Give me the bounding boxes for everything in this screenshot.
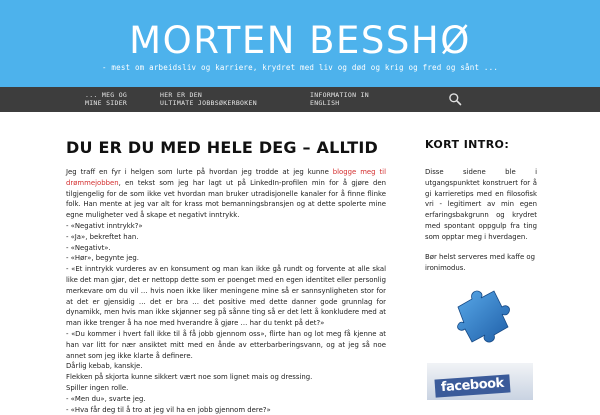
post-title[interactable]: DU ER DU MED HELE DEG – ALLTID [66, 138, 378, 157]
post-line: - «Hør», begynte jeg. [66, 254, 140, 263]
sidebar-title: KORT INTRO: [425, 138, 510, 151]
post-line: - «Et inntrykk vurderes av en konsument og man kan ikke gå rundt og forvente at alle skal like det man gjør, det er nettopp dette som er poenget med en egen identitet eller personlig merkevare om du vil … hvis noen ikke liker meningene mine så er sannsynligheten stor for at det er gjensidig … det er bra … det positive med dette danner gode grunnlag for dynamikk, men hvis man ikke skjønner seg på sånne ting så er det lett å konkludere med at man ikke trenger å ha noe med hverandre å gjøre … har du tenkt på det?» [66, 265, 386, 328]
post-line: - «Negativt inntrykk?» [66, 221, 143, 230]
post-line: Dårlig kebab, kanskje. [66, 362, 143, 371]
nav-item-line: ENGLISH [310, 98, 340, 107]
post-line: - «Hva får deg til å tro at jeg vil ha en jobb gjennom dere?» [66, 405, 271, 414]
post-line: - «Men du», svarte jeg. [66, 394, 146, 403]
post-line: Flekken på skjorta kunne sikkert vært noe som lignet mais og dressing. [66, 373, 313, 382]
post-intro [66, 167, 386, 221]
post-line: - «Ja», bekreftet han. [66, 232, 139, 241]
search-icon[interactable] [448, 92, 462, 106]
blogge-link[interactable]: blogge meg til drømmejobben [66, 168, 387, 187]
nav-item-information-in-english[interactable] [310, 92, 369, 107]
post-line: - «Negativt». [66, 243, 111, 252]
facebook-badge[interactable] [427, 363, 533, 400]
site-title[interactable]: MORTEN BESSHØ [129, 19, 471, 62]
post-line: - «Du kommer i hvert fall ikke til å få jobb gjennom oss», flirte han og lot meg få kjenne at han var litt for nær ansiktet mitt med en ånde av etterbarberingsvann, og at jeg så noe annet som jeg ikke klarte å definere. [66, 329, 386, 360]
facebook-logo: facebook [434, 374, 510, 397]
nav-item-line: ULTIMATE JOBBSØKERBOKEN [160, 98, 257, 107]
post-line: Spiller ingen rolle. [66, 383, 129, 392]
puzzle-piece-icon [448, 285, 512, 345]
main-navigation [0, 87, 600, 112]
nav-item-line: INFORMATION IN [310, 91, 369, 99]
post-intro-text: Jeg traff en fyr i helgen som lurte på hvordan jeg trodde at jeg kunne [66, 168, 333, 176]
nav-item-line: MINE SIDER [85, 98, 128, 107]
sidebar-intro-text: Bør helst serveres med kaffe og ironimodus. [425, 253, 536, 272]
site-header [0, 0, 600, 87]
post-intro-text: , en tekst som jeg har lagt ut på LinkedIn-profilen min for å gjøre den tilgjengelig for de som ikke vet hvordan man bruker utradisjonelle kanaler for å finne flinke folk. Han mente at jeg var alt for krass mot bemanningsbransjen og at dette spolerte mine egne muligheter ved å skape et negativt inntrykk. [66, 178, 386, 220]
site-tagline: - mest om arbeidsliv og karriere, krydret med liv og død og krig og fred og sånt ... [101, 63, 499, 72]
nav-item-line: HER ER DEN [160, 91, 203, 99]
nav-item-jobbsokerboken[interactable] [160, 92, 257, 107]
sidebar-intro-text: Disse sidene ble i utgangspunktet konstruert for å gi karrieretips med en filosofisk vri - legitimert av min egen erfaringsbakgrunn og krydret med spontant oppgulp fra ting som opptar meg i hverdagen. [425, 168, 537, 241]
nav-item-meg-og-mine-sider[interactable] [85, 92, 127, 107]
nav-item-line: ... MEG OG [85, 91, 128, 99]
post-content [66, 167, 386, 415]
